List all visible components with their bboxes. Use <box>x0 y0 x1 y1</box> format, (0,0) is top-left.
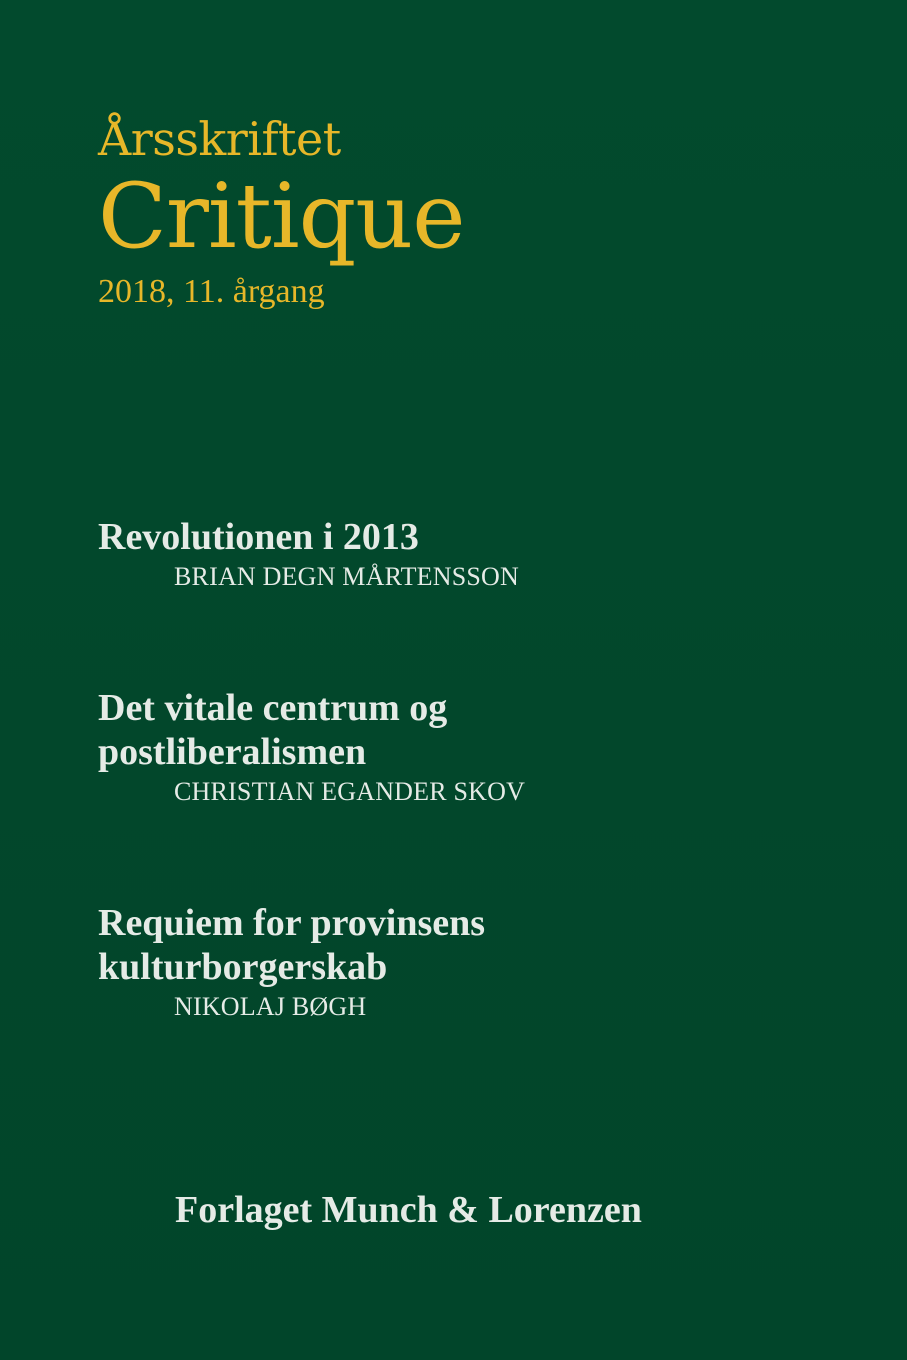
article-author: BRIAN DEGN MÅRTENSSON <box>174 562 519 591</box>
article-title-line: Det vitale centrum og <box>98 687 448 729</box>
volume-info: 2018, 11. årgang <box>98 273 325 310</box>
article-title-line: Revolutionen i 2013 <box>98 516 419 558</box>
article-title <box>98 686 788 774</box>
article-entry <box>98 686 788 810</box>
article-title <box>98 901 788 989</box>
article-entry <box>98 515 788 595</box>
article-title <box>98 515 788 559</box>
article-title-line: Requiem for provinsens <box>98 902 486 944</box>
main-title: Critique <box>98 164 465 269</box>
series-title: Årsskriftet <box>98 112 341 166</box>
masthead <box>98 112 798 312</box>
publisher-name: Forlaget Munch & Lorenzen <box>175 1189 642 1231</box>
article-title-line: postliberalismen <box>98 731 367 773</box>
article-author: NIKOLAJ BØGH <box>174 992 367 1021</box>
article-entry <box>98 901 788 1025</box>
article-author: CHRISTIAN EGANDER SKOV <box>174 777 526 806</box>
table-of-contents <box>98 515 788 1025</box>
article-title-line: kulturborgerskab <box>98 946 388 988</box>
